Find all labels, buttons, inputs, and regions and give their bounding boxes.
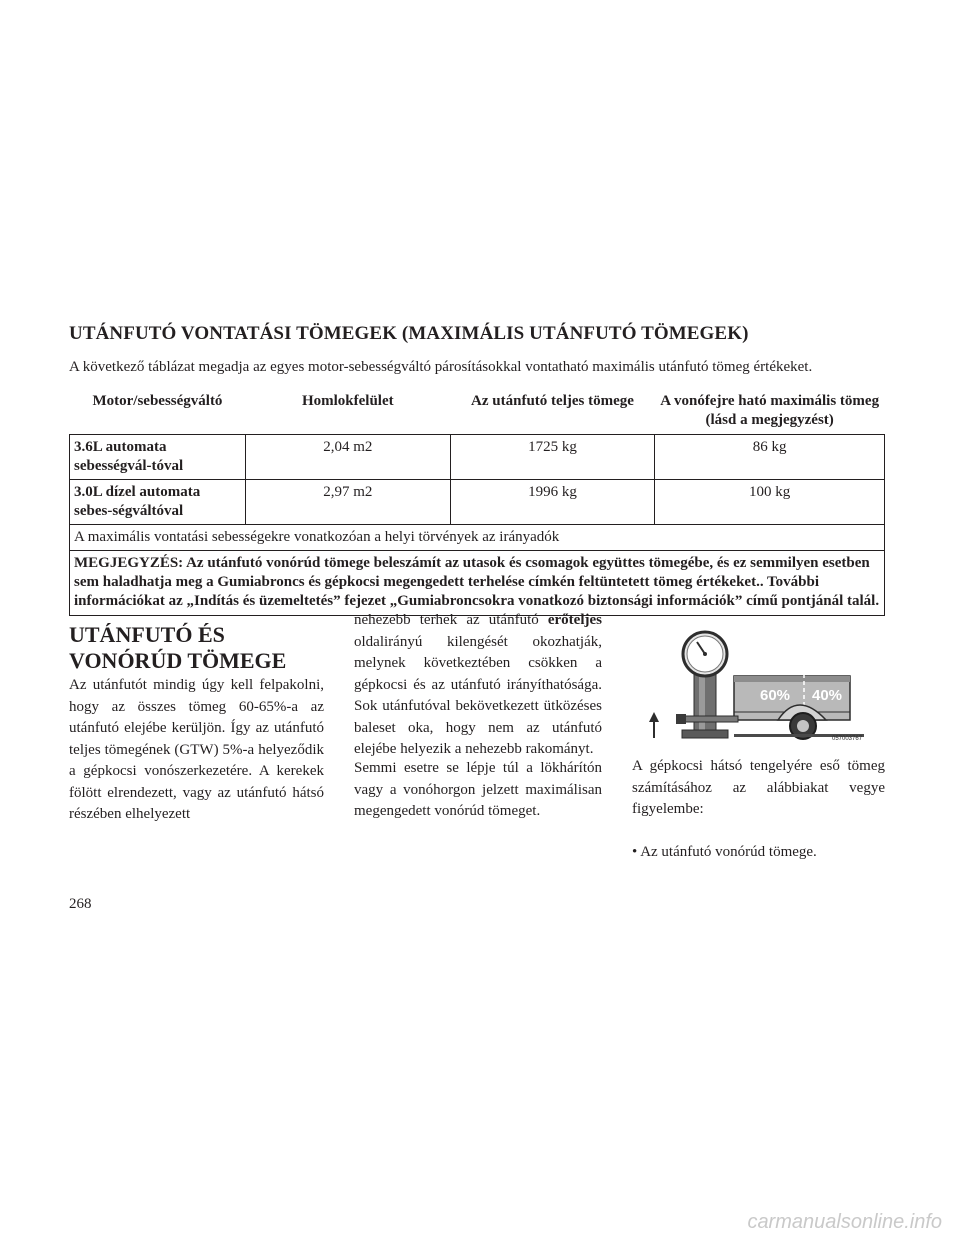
tongue-weight-note: MEGJEGYZÉS: Az utánfutó vonórúd tömege beleszámít az utasok és csomagok együttes tömegébe, és ez semmilyen esetben sem haladhatja meg a Gumiabroncs és gépkocsi megengedett terhelése címkén feltüntetett tömeg értékeket.. További információkat az „Indítás és üzemeltetés” fejezet „Gumiabroncsokra vonatkozó biztonsági információk” című pontjánál talál. bbox=[70, 551, 885, 616]
table-cell-area: 2,97 m2 bbox=[245, 480, 450, 525]
table-header-tongue-weight: A vonófejre ható maximális tömeg (lásd a megjegyzést) bbox=[655, 386, 885, 435]
section-title-tongue-weight: UTÁNFUTÓ ÉS VONÓRÚD TÖMEGE bbox=[69, 622, 287, 673]
table-header-engine: Motor/sebességváltó bbox=[70, 386, 246, 435]
page-number: 268 bbox=[69, 896, 92, 912]
table-cell-engine: 3.6L automata sebességvál-tóval bbox=[70, 435, 246, 480]
paragraph-sway: nehezebb terhek az utánfutó erőteljes oldalirányú kilengését okozhatják, melynek következtében csökken a gépkocsi és az utánfutó irányíthatósága. Sok utánfutóval bekövetkezett ütközéses baleset oka, hogy nem az utánfutó elejébe helyezik a nehezebb rakományt. bbox=[354, 612, 602, 757]
table-header-area: Homlokfelület bbox=[245, 386, 450, 435]
watermark: carmanualsonline.info bbox=[747, 1211, 942, 1233]
rear-share-label: 40% bbox=[812, 687, 843, 704]
table-row bbox=[70, 480, 885, 525]
section-title-towing-weights: UTÁNFUTÓ VONTATÁSI TÖMEGEK (MAXIMÁLIS UTÁNFUTÓ TÖMEGEK) bbox=[69, 323, 749, 344]
table-span-row bbox=[70, 525, 885, 551]
list-item: • Az utánfutó vonórúd tömege. bbox=[632, 844, 817, 860]
paragraph-loading: Az utánfutót mindig úgy kell felpakolni, hogy az összes tömeg 60-65%-a az utánfutó elejébe kerüljön. Így az utánfutó teljes tömegének (GTW) 5%-a helyeződik a gépkocsi vonószerkezetére. A kerekek fölött elrendezett, vagy az utánfutó hátsó részében elhelyezett bbox=[69, 677, 324, 822]
trailer-tongue bbox=[682, 716, 738, 722]
figure-code: 057003767 bbox=[832, 736, 863, 742]
table-cell-engine: 3.0L dízel automata sebes-ségváltóval bbox=[70, 480, 246, 525]
table-cell-total: 1725 kg bbox=[450, 435, 655, 480]
table-cell-area: 2,04 m2 bbox=[245, 435, 450, 480]
table-header-row bbox=[70, 386, 885, 435]
section-intro: A következő táblázat megadja az egyes motor-sebességváltó párosításokkal vontatható maximális utánfutó tömeg értékeket. bbox=[69, 359, 813, 375]
trailer-weight-distribution-figure bbox=[646, 630, 882, 742]
table-note-row bbox=[70, 551, 885, 616]
paragraph-rear-axle: A gépkocsi hátsó tengelyére eső tömeg számításához az alábbiakat vegye figyelembe: bbox=[632, 758, 885, 817]
paragraph-max-tongue: Semmi esetre se lépje túl a lökhárítón vagy a vonóhorgon jelzett maximálisan megengedett vonórúd tömeget. bbox=[354, 760, 602, 819]
table-cell-tongue: 100 kg bbox=[655, 480, 885, 525]
speed-law-note: A maximális vontatási sebességekre vonatkozóan a helyi törvények az irányadók bbox=[70, 525, 885, 551]
table-cell-tongue: 86 kg bbox=[655, 435, 885, 480]
front-share-label: 60% bbox=[760, 687, 791, 704]
table-header-total-weight: Az utánfutó teljes tömege bbox=[450, 386, 655, 435]
towing-weights-table bbox=[69, 386, 885, 616]
table-row bbox=[70, 435, 885, 480]
table-cell-total: 1996 kg bbox=[450, 480, 655, 525]
